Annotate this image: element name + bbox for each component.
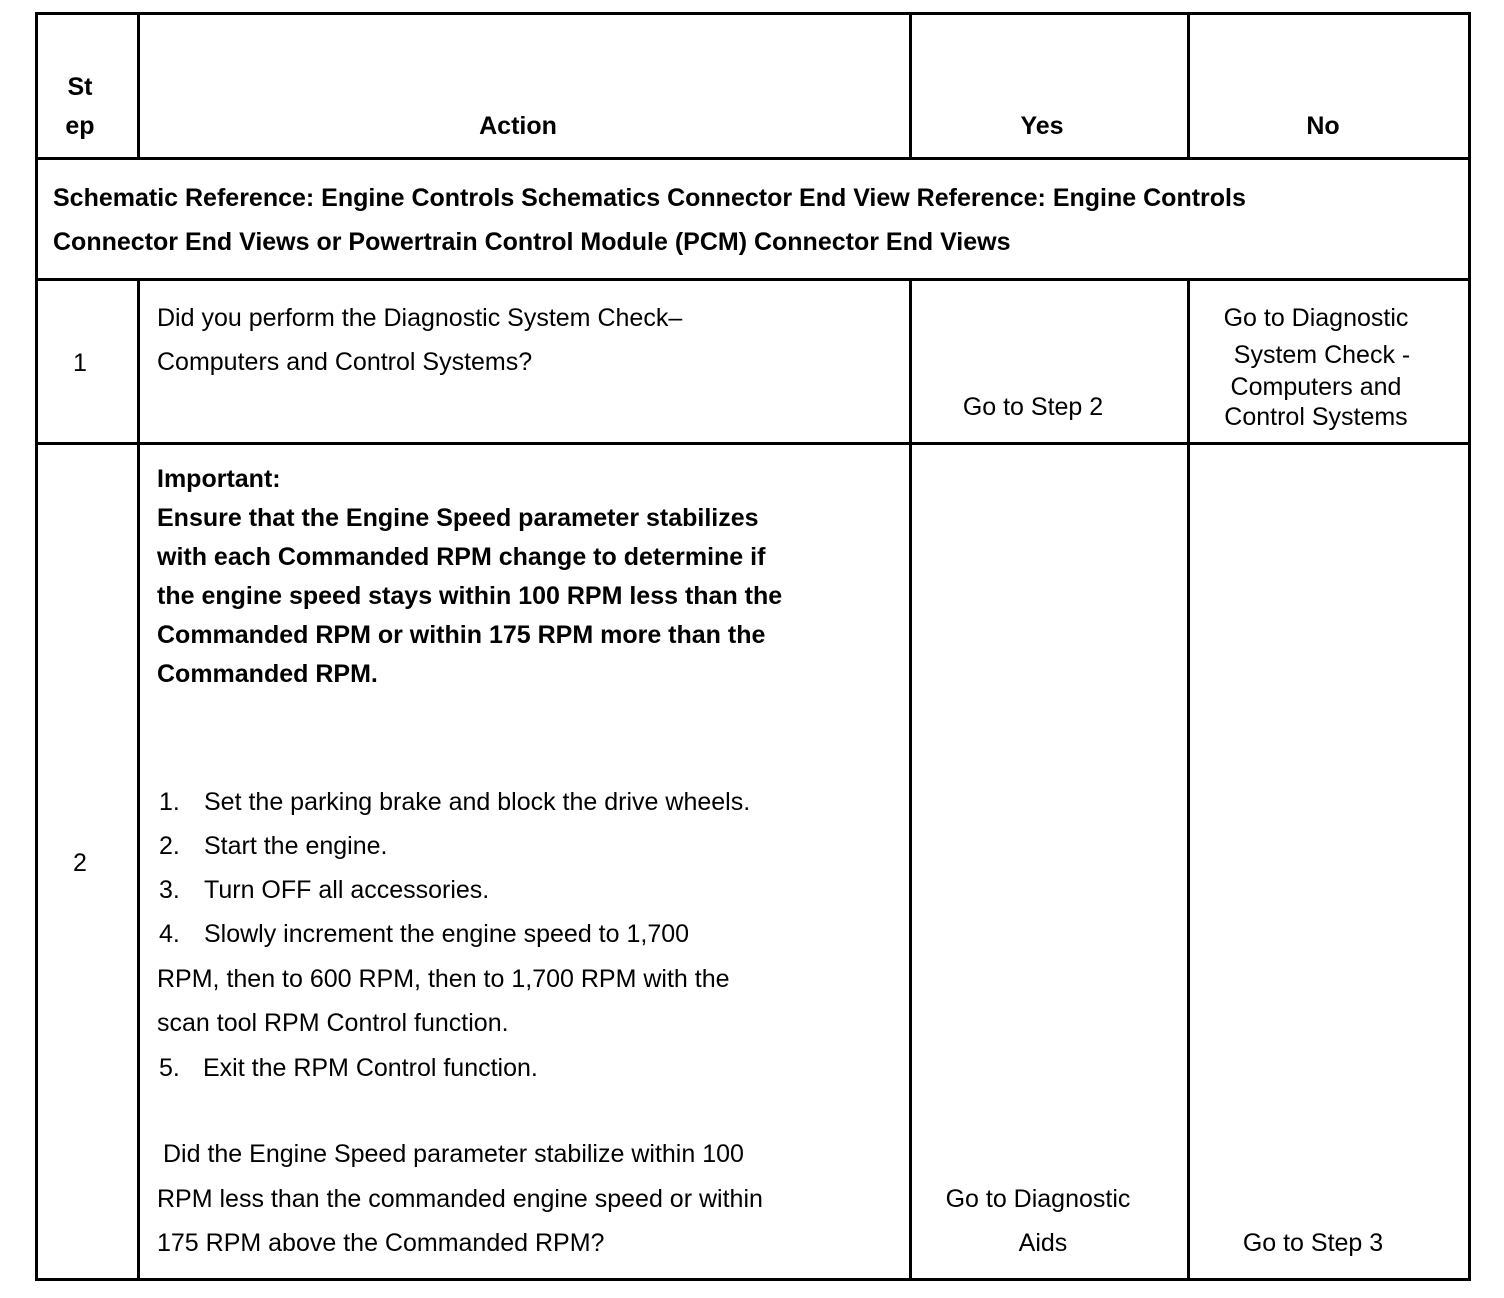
question-line3: 175 RPM above the Commanded RPM? <box>157 1229 605 1257</box>
row2-yes-line2: Aids <box>1018 1229 1068 1257</box>
row2-yes-line1: Go to Diagnostic <box>945 1185 1131 1213</box>
procedure-step-number: 5. <box>159 1054 180 1082</box>
reference-divider <box>35 278 1471 281</box>
row2-step: 2 <box>73 849 87 877</box>
procedure-step-text: Exit the RPM Control function. <box>203 1054 538 1082</box>
header-divider <box>35 157 1471 160</box>
table-border-bottom <box>35 1278 1471 1281</box>
schematic-reference-line1: Schematic Reference: Engine Controls Schematics Connector End View Reference: Engine Controls <box>53 184 1246 212</box>
procedure-step-number: 4. <box>159 920 180 948</box>
header-no: No <box>1306 112 1340 140</box>
important-line3: the engine speed stays within 100 RPM less than the <box>157 582 783 610</box>
row1-no-line2: System Check - <box>1233 341 1411 369</box>
procedure-step-number: 3. <box>159 876 180 904</box>
table-border-top <box>35 12 1471 15</box>
row1-divider <box>35 442 1471 445</box>
row1-action-line1: Did you perform the Diagnostic System Check– <box>157 304 683 332</box>
table-border-left <box>35 12 38 1281</box>
row1-action-line2: Computers and Control Systems? <box>157 348 533 376</box>
important-label: Important: <box>157 465 281 493</box>
header-action: Action <box>479 112 557 140</box>
important-line4: Commanded RPM or within 175 RPM more than the <box>157 621 766 649</box>
procedure-step-text: Slowly increment the engine speed to 1,700 <box>204 920 690 948</box>
table-border-right <box>1468 12 1471 1281</box>
important-line5: Commanded RPM. <box>157 660 378 688</box>
row1-no-line3: Computers and <box>1230 373 1402 401</box>
row1-no-line1: Go to Diagnostic <box>1223 304 1409 332</box>
header-step-line2: ep <box>65 112 95 140</box>
procedure-step-continuation: scan tool RPM Control function. <box>157 1009 509 1037</box>
header-yes: Yes <box>1020 112 1064 140</box>
header-step-line1: St <box>67 73 93 101</box>
schematic-reference-line2: Connector End Views or Powertrain Control Module (PCM) Connector End Views <box>53 228 1011 256</box>
row2-no: Go to Step 3 <box>1242 1229 1384 1257</box>
procedure-step-number: 1. <box>159 788 180 816</box>
row1-yes: Go to Step 2 <box>962 393 1104 421</box>
step-column-divider-body <box>137 278 140 1281</box>
important-line1: Ensure that the Engine Speed parameter stabilizes <box>157 504 759 532</box>
row1-step: 1 <box>73 349 87 377</box>
procedure-step-text: Start the engine. <box>204 832 388 860</box>
procedure-step-continuation: RPM, then to 600 RPM, then to 1,700 RPM with the <box>157 965 730 993</box>
procedure-step-text: Turn OFF all accessories. <box>204 876 490 904</box>
question-line2: RPM less than the commanded engine speed or within <box>157 1185 763 1213</box>
row1-no-line4: Control Systems <box>1224 403 1408 431</box>
action-column-divider-body <box>909 278 912 1281</box>
question-line1: Did the Engine Speed parameter stabilize within 100 <box>163 1140 744 1168</box>
important-line2: with each Commanded RPM change to determine if <box>157 543 766 571</box>
procedure-step-text: Set the parking brake and block the drive wheels. <box>204 788 751 816</box>
procedure-step-number: 2. <box>159 832 180 860</box>
